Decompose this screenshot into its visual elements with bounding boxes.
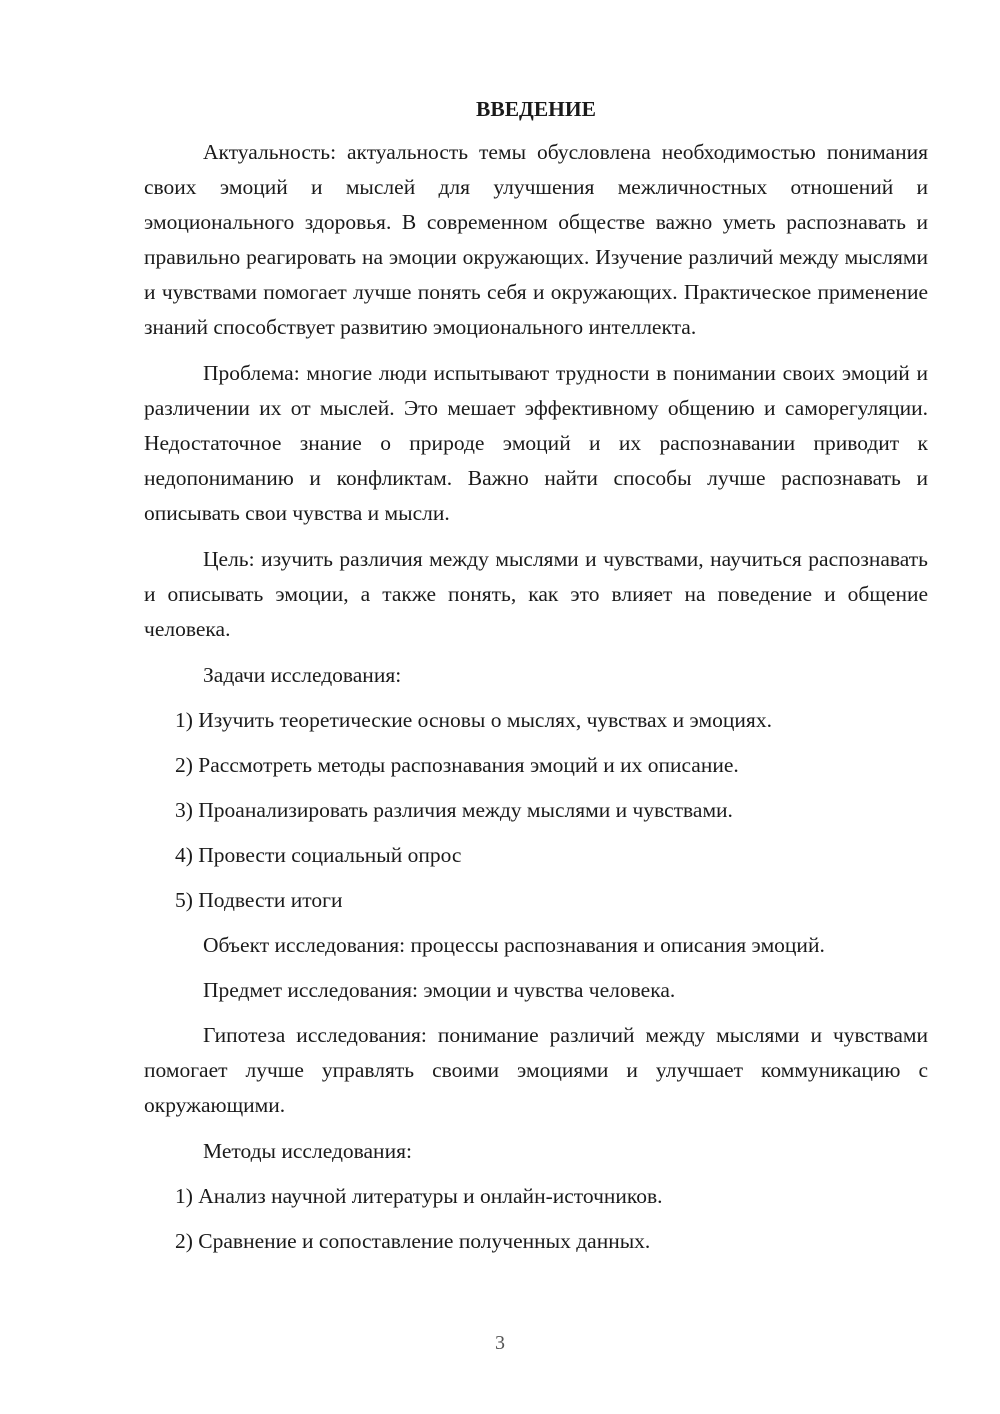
- research-object: Объект исследования: процессы распознавания и описания эмоций.: [203, 933, 825, 957]
- task-item: 3) Проанализировать различия между мыслями и чувствами.: [175, 798, 733, 822]
- methods-heading: Методы исследования:: [203, 1139, 412, 1163]
- section-title: ВВЕДЕНИЕ: [476, 97, 596, 121]
- research-subject: Предмет исследования: эмоции и чувства человека.: [203, 978, 676, 1002]
- method-item: 2) Сравнение и сопоставление полученных данных.: [175, 1229, 651, 1253]
- tasks-heading: Задачи исследования:: [203, 663, 402, 687]
- document-page: [144, 92, 928, 1269]
- task-item: 4) Провести социальный опрос: [175, 843, 462, 867]
- relevance-paragraph: Актуальность: актуальность темы обусловлена необходимостью понимания своих эмоций и мыслей для улучшения межличностных отношений и эмоционального здоровья. В современном обществе важно уметь распознавать и правильно реагировать на эмоции окружающих. Изучение различий между мыслями и чувствами помогает лучше понять себя и окружающих. Практическое применение знаний способствует развитию эмоционального интеллекта.: [144, 140, 928, 339]
- task-item: 5) Подвести итоги: [175, 888, 343, 912]
- method-item: 1) Анализ научной литературы и онлайн-источников.: [175, 1184, 663, 1208]
- goal-paragraph: Цель: изучить различия между мыслями и чувствами, научиться распознавать и описывать эмоции, а также понять, как это влияет на поведение и общение человека.: [144, 547, 928, 641]
- task-item: 1) Изучить теоретические основы о мыслях, чувствах и эмоциях.: [175, 708, 772, 732]
- task-item: 2) Рассмотреть методы распознавания эмоций и их описание.: [175, 753, 739, 777]
- tasks-list: [144, 703, 928, 918]
- problem-paragraph: Проблема: многие люди испытывают трудности в понимании своих эмоций и различении их от мыслей. Это мешает эффективному общению и саморегуляции. Недостаточное знание о природе эмоций и их распознавании приводит к недопониманию и конфликтам. Важно найти способы лучше распознавать и описывать свои чувства и мысли.: [144, 361, 928, 525]
- page-number: 3: [495, 1332, 505, 1354]
- methods-list: [144, 1179, 928, 1259]
- hypothesis-paragraph: Гипотеза исследования: понимание различий между мыслями и чувствами помогает лучше управлять своими эмоциями и улучшает коммуникацию с окружающими.: [144, 1023, 928, 1117]
